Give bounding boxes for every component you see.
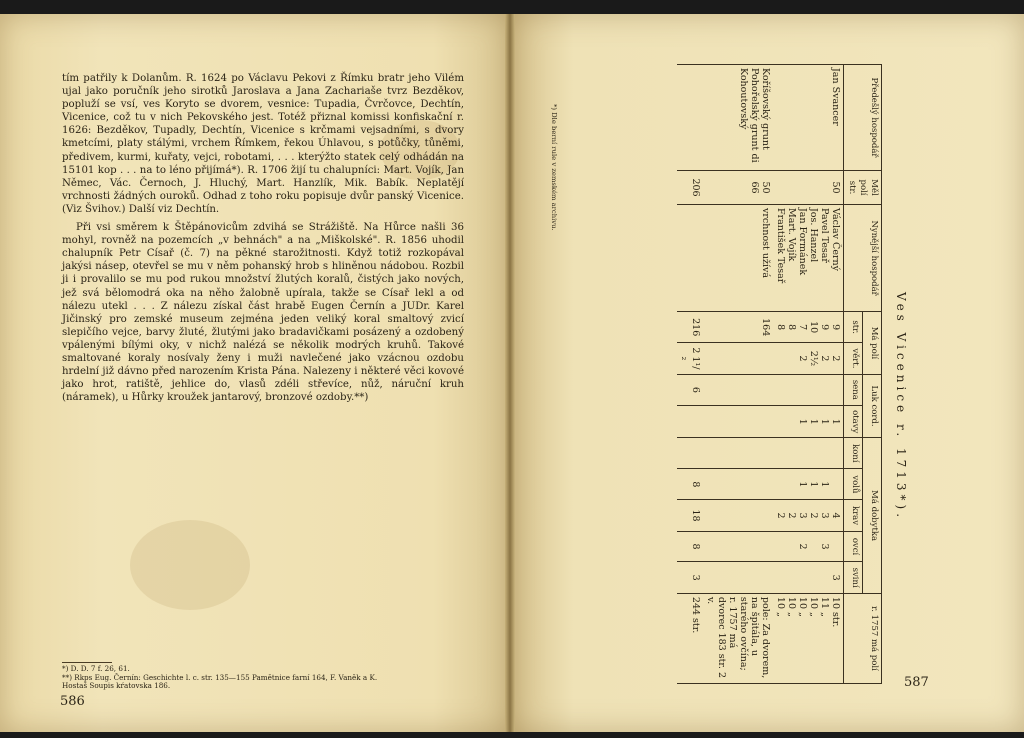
header-vert: věrt. [844,343,863,374]
header-prev-owner: Předešlý hospodář [844,65,882,171]
header-oxen: volů [844,469,863,500]
cell-svini [703,562,773,593]
table-row [677,65,703,684]
cell-value: 10 „ [797,596,808,617]
cell-value: 216 [690,318,701,337]
cell-value [797,441,808,465]
cell-value [775,535,786,559]
cell-value [760,346,771,370]
cell-veri [773,343,844,374]
cell-value: 2½ [808,350,819,367]
header-sheep: ovcí [844,531,863,562]
cell-value: 2 1¹/₂ [679,347,701,370]
cell-str [677,312,703,343]
cell-value: 3 [819,543,830,550]
cell-value [830,441,841,465]
cell-had-fields: 50 66 [703,171,773,205]
cell-value: 3 [797,512,808,519]
cell-volu [703,469,773,500]
cell-value: 2 [786,512,797,519]
cell-koni [677,438,703,469]
cell-value: 1 [819,418,830,425]
cell-value: 2 [819,355,830,362]
cell-value: pole: Za dvorem, na špitála, u starého ovčína; r. 1757 má dvorec 183 str. 2 v. [705,596,771,679]
cell-value [797,378,808,402]
header-livestock: Má dobytka [863,438,882,594]
cell-value: 3 [819,512,830,519]
cell-veri [677,343,703,374]
footnote: Hostaš Soupis kŕatovska 186. [62,681,171,691]
cell-value: 3 [830,574,841,581]
cell-value [775,409,786,434]
cell-prev-owner: Jan Svancer [773,65,844,171]
cell-value [808,535,819,559]
cell-value [775,378,786,402]
table-row [773,65,844,684]
cell-value [786,409,797,434]
cell-value [830,472,841,496]
cell-sena [703,374,773,405]
cell-volu [677,469,703,500]
cell-value: 1 [808,418,819,425]
owner-name: Mart. Vojík [786,208,797,262]
cell-value: 2 [797,355,808,362]
cell-value [786,346,797,370]
cell-value: 1 [797,418,808,425]
paragraph: Při vsi směrem k Štěpánovicům zdvihá se Strážiště. Na Hůrce našli 36 mohyl, rovněž na pozemcích „v behnách" a na „Miškolské". R. 1856 uhodil chalupník Petr Císař (č. 7) na pěkné starožitnosti. Když totiž rozkopával jakýsi násep, otevřel se mu v něm pohanský hrob s hliněnou nádobou. Rozbil ji i provalilo se mu pod rukou množství žlutých koralů, čistých jako nových, jež svá bělomodrá oka na něho žalobně upírala, takže se Císař lekl a od nálezu utekl . . . Z nálezu získal část hrabě Eugen Černín a JUDr. Karel Jičinský pro zemské museum zejména jeden veliký koral smaltový zvicí slepičího vejce, barvy žluté, žlutými jako bradavičkami posázený a ozdobený vpálenými bílými oky, v nichž nalézá se několik modrých kruhů. Takové smaltované koraly nosívaly ženy i muži navlečené jako vzácnou ozdobu hrdelní již dávno před narozením Krista Pána. Nalezeny i některé věci kovové jako hrot, ratiště, jehlice do, vlasů zdéli střevíce, nůž, náruční kruh (náramek), u Hůrky kroužek jantarový, bronzové ozdoby.**) [62,222,464,404]
owner-name: František Tesař [775,208,786,284]
cell-value [760,503,771,527]
cell-had-fields: 206 [677,171,703,205]
cell-value [808,378,819,402]
owner-name: Pavel Tesař [819,208,830,263]
cell-value: 4 [830,512,841,519]
footnote: **) Rkps Eug. Černín: Geschichte l. c. str. 135—155 Pamětnice farní 164, F. Vaněk a K. [62,672,378,682]
cell-value [819,378,830,402]
cell-value: 10 „ [786,596,797,617]
header-had-fields: Měl polí str. [844,171,882,205]
owner-name: Jos. Hanzel [808,208,819,263]
cell-value [808,441,819,465]
header-aftermath: otavy [844,406,863,438]
cell-value: 8 [690,543,701,550]
right-side-footnote: *) Dle berní rule v zemském archivu. [550,104,558,231]
cell-value: 1 [808,481,819,488]
cell-value: 9 [819,324,830,331]
cell-koni [773,438,844,469]
cell-value: 8 [775,324,786,331]
cell-prev-owner: Koříšovský grunt Pohořelský grunt di Kohoutovský [703,65,773,171]
header-current-owner: Nynější hospodář [844,205,882,312]
cell-ovci [677,531,703,562]
cell-value [819,565,830,589]
cell-svini [677,562,703,593]
cell-value [760,409,771,434]
cell-value: 8 [690,481,701,488]
cell-value: 11 „ [819,596,830,617]
footnote: *) D. D. 7 f. 26, 61. [62,664,130,673]
cell-value: 1 [819,481,830,488]
header-meadows: Luk cord. [863,374,882,438]
cell-value: 6 [690,386,701,393]
cell-value [690,441,701,465]
cell-value [690,409,701,434]
page-number-right: 587 [904,675,929,690]
cell-otavy [773,406,844,438]
cell-value [786,472,797,496]
owner-name: vrchnost užívá [760,208,771,279]
cell-value: 2 [797,543,808,550]
paper-stain [130,520,250,610]
cell-value [786,441,797,465]
cell-value [830,378,841,402]
header-1757: r. 1757 má polí [844,593,882,683]
cell-value [775,441,786,465]
cell-volu [773,469,844,500]
cell-value: 1 [797,481,808,488]
cell-had-fields: 50 [773,171,844,205]
cell-str [773,312,844,343]
cell-value [775,565,786,589]
cell-value [760,441,771,465]
cell-value [786,565,797,589]
cell-value [760,472,771,496]
owner-name: Jan Formánek [797,208,808,276]
header-str: str. [844,312,863,343]
cell-value: 2 [830,355,841,362]
cell-ovci [773,531,844,562]
cell-svini [773,562,844,593]
left-body-text [62,72,464,409]
cell-value: 2 [775,512,786,519]
owner-name: Václav Černý [830,208,841,271]
cell-value [786,535,797,559]
footnote-rule [62,662,112,663]
cell-value [775,346,786,370]
cell-current-owners [677,205,703,312]
cell-value: 2 [808,512,819,519]
cell-value: 7 [797,324,808,331]
paragraph: tím patřily k Dolanům. R. 1624 po Václavu Pekovi z Římku bratr jeho Vilém ujal jako poručník jeho sirotků Jaroslava a Jana Zachariaše tvrz Bezděkov, popluží se vsí, ves Koryto se dvorem, vesnice: Tupadia, Čvrčovce, Dechtín, Vicenice, což tu v nich Pekovského jest. Totéž přiznal komissi konfiskační r. 1626: Bezděkov, Tupadly, Dechtín, Vicenice s krčmami vejsadními, s dvory kmetcími, platy stálými, vrchem Římkem, řekou Úhlavou, s potůčky, tůněmi, předivem, kurmi, kuřaty, vejci, robotami, . . . kterýžto statek celý odhádán na 15101 kop . . . na to léno přijímá*). R. 1706 žijí tu chalupníci: Mart. Vojík, Jan Němec, Vác. Černoch, J. Hluchý, Mart. Hanzlík, Mik. Babík. Neplatějí vrchnosti žádných ouroků. Odhad z toho roku popisuje dvůr panský Vicenice. (Viz Švihov.) Další viz Dechtín. [62,73,464,215]
cell-otavy [703,406,773,438]
cell-krav [677,500,703,531]
cell-value: 10 [808,321,819,334]
book-gutter [505,14,515,732]
cell-1757 [773,593,844,683]
cell-koni [703,438,773,469]
cell-current-owners [773,205,844,312]
cell-value: 10 „ [808,596,819,617]
cell-value: 18 [690,509,701,522]
cell-ovci [703,531,773,562]
header-horses: koní [844,438,863,469]
cell-value: 1 [830,418,841,425]
cell-value: 10 str. [830,596,841,628]
cell-value [808,565,819,589]
cell-value [760,565,771,589]
cell-value: 244 str. [690,596,701,634]
cell-sena [773,374,844,405]
cell-value [760,378,771,402]
table-title: Ves Vicenice r. 1713*). [894,292,908,522]
cell-1757 [677,593,703,683]
cell-value [775,472,786,496]
header-pigs: sviní [844,562,863,593]
cell-value: 9 [830,324,841,331]
header-hay: sena [844,374,863,405]
cell-current-owners [703,205,773,312]
cell-value: 8 [786,324,797,331]
cell-value [830,535,841,559]
cell-str [703,312,773,343]
page-number-left: 586 [60,694,85,709]
census-table [677,64,882,684]
cell-value [760,535,771,559]
cell-sena [677,374,703,405]
cell-krav [703,500,773,531]
cell-krav [773,500,844,531]
cell-otavy [677,406,703,438]
left-footnotes [62,662,462,691]
cell-value: 10 „ [775,596,786,617]
cell-value [819,441,830,465]
cell-veri [703,343,773,374]
cell-value [786,378,797,402]
cell-1757 [703,593,773,683]
rotated-table-block [560,64,912,684]
cell-value: 164 [760,318,771,337]
cell-prev-owner [677,65,703,171]
table-row [703,65,773,684]
cell-value [797,565,808,589]
header-cows: krav [844,500,863,531]
header-fields: Má polí [863,312,882,374]
cell-value: 3 [690,574,701,581]
